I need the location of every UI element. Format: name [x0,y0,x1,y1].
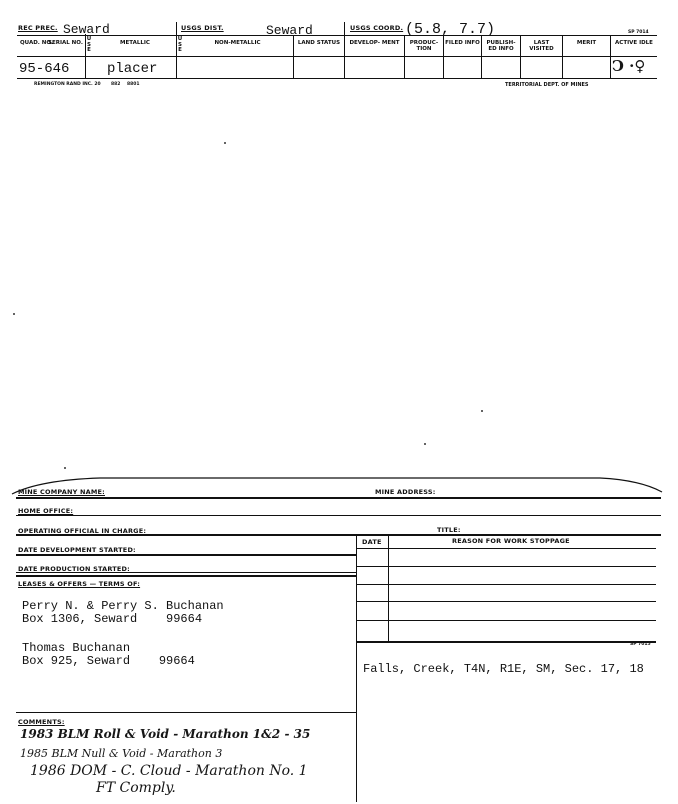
header-published-info: PUBLISH- ED INFO [486,40,516,52]
location-description: Falls, Creek, T4N, R1E, SM, Sec. 17, 18 [363,662,644,676]
mine-address-label: MINE ADDRESS: [375,488,436,496]
comments-label: COMMENTS: [18,718,65,726]
owner-1-name: Perry N. & Perry S. Buchanan [22,599,224,613]
header-non-metallic: NON-METALLIC [214,40,261,46]
owner-2-address: Box 925, Seward 99664 [22,654,195,668]
title-label: TITLE: [437,526,461,534]
leases-label: LEASES & OFFERS — TERMS OF: [18,580,141,588]
header-quad-no: QUAD. NO. [20,40,54,46]
owner-2-name: Thomas Buchanan [22,641,131,655]
header-metallic: METALLIC [120,40,150,46]
header-last-visited: LAST VISITED [529,40,554,52]
metallic-value: placer [107,61,158,77]
printer-imprint: REMINGTON RAND INC. 20 [34,82,101,87]
usgs-dist-label: USGS DIST. [181,24,224,32]
footer-code-2: 8801 [127,82,140,87]
header-use-metallic: U S E [86,36,92,53]
date-column-header: DATE [362,538,382,546]
owner-1-address: Box 1306, Seward 99664 [22,612,203,626]
rec-prec-label: REC PREC. [18,24,58,32]
header-use-nonmetallic: U S E [177,36,183,53]
header-filed-info: FILED INFO [445,40,480,46]
reason-column-header: REASON FOR WORK STOPPAGE [452,537,570,545]
header-development: DEVELOP- MENT [349,40,400,46]
header-production: PRODUC- TION [409,40,439,52]
comment-line-2: 1985 BLM Null & Void - Marathon 3 [20,747,223,760]
mine-company-label: MINE COMPANY NAME: [18,488,105,496]
department-imprint: TERRITORIAL DEPT. OF MINES [505,82,589,88]
header-merit: MERIT [576,40,597,46]
operating-official-label: OPERATING OFFICIAL IN CHARGE: [18,527,147,535]
quad-serial-value: 95-646 [19,61,70,77]
header-active-idle: ACTIVE IDLE [615,40,653,46]
usgs-coord-label: USGS COORD. [350,24,404,32]
rec-prec-value: Seward [63,22,110,37]
footer-code-1: 882 [111,82,121,87]
header-land-status: LAND STATUS [297,40,341,46]
active-idle-mark: Ↄ ·♀ [612,57,646,75]
comment-line-3: 1986 DOM - C. Cloud - Marathon No. 1 [30,763,308,779]
form-number-bottom: SP 7015 [630,642,651,647]
form-number-top: SP 7014 [628,30,649,35]
date-production-label: DATE PRODUCTION STARTED: [18,565,130,573]
usgs-coord-value: (5.8, 7.7) [405,21,496,38]
usgs-dist-value: Seward [266,23,313,38]
home-office-label: HOME OFFICE: [18,507,74,515]
comment-line-1: 1983 BLM Roll & Void - Marathon 1&2 - 35 [20,727,311,741]
comment-line-4: FT Comply. [96,780,176,796]
header-serial-no: SERIAL NO. [48,40,83,46]
date-development-label: DATE DEVELOPMENT STARTED: [18,546,136,554]
